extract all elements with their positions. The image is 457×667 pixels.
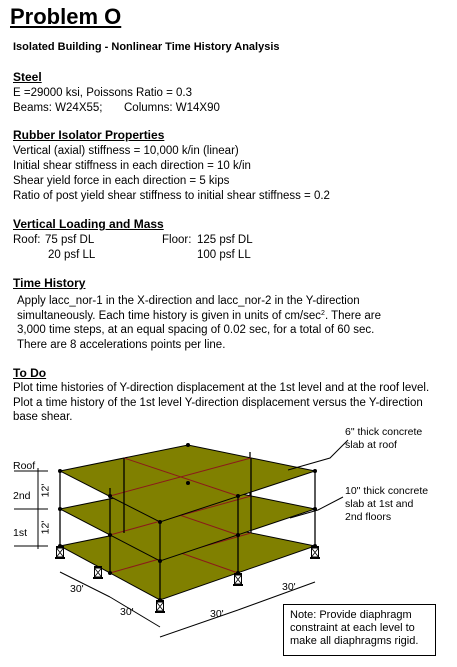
level-roof-label: Roof [13,460,36,472]
loading-heading: Vertical Loading and Mass [13,217,164,231]
page-subtitle: Isolated Building - Nonlinear Time History Analysis [13,41,280,53]
floor-slab-callout: 10" thick concrete slab at 1st and 2nd floors [345,485,429,523]
isolator-heading: Rubber Isolator Properties [13,128,165,142]
story-dimension: 12' [39,520,52,535]
floor-dl: 125 psf DL [197,234,253,246]
todo-heading: To Do [13,366,47,380]
page-title: Problem O [10,4,122,29]
floor-label: Floor: [162,234,192,246]
isolator-line: Initial shear stiffness in each direction = 10 k/in [13,160,251,172]
steel-columns: Columns: W14X90 [124,102,220,114]
time-history-heading: Time History [13,276,86,290]
isolator-line: Ratio of post yield shear stiffness to initial shear stiffness = 0.2 [13,190,330,202]
bay-dimension: 30' [70,583,84,595]
todo-text: Plot time histories of Y-direction displacement at the 1st level and at the roof level. Plot a time history of the 1st level Y-direction displacement versus the Y-direction base shear. [13,382,430,423]
superscript: 2 [321,309,325,317]
roof-dl: 75 psf DL [45,234,95,246]
time-history-text: Apply lacc_nor-1 in the X-direction and lacc_nor-2 in the Y-direction simultaneously. Each time history is given in units of $cm/\sec^2$. There are 3,000 time steps, at an equal spacing of 0.02 sec, for a total of 60 sec. There are 8 accelerations points per line. [17,295,381,351]
bay-dimension: 30' [210,608,224,620]
bay-dimension: 30' [282,581,296,593]
level-first-label: 1st [13,527,28,539]
roof-slab-callout: 6" thick concrete slab at roof [345,426,423,451]
steel-modulus: E =29000 ksi, Poissons Ratio = 0.3 [13,87,192,99]
isolator-line: Shear yield force in each direction = 5 kips [13,175,230,187]
steel-beams: Beams: W24X55; [13,102,103,114]
level-second-label: 2nd [13,490,31,502]
steel-heading: Steel [13,70,42,84]
roof-ll: 20 psf LL [48,249,96,261]
story-dimension: 12' [39,483,52,498]
roof-label: Roof: [13,234,41,246]
floor-ll: 100 psf LL [197,249,251,261]
bay-dimension: 30' [120,606,134,618]
diaphragm-note: Note: Provide diaphragm constraint at each level to make all diaphragms rigid. [283,604,436,656]
isolator-line: Vertical (axial) stiffness = 10,000 k/in (linear) [13,145,239,157]
